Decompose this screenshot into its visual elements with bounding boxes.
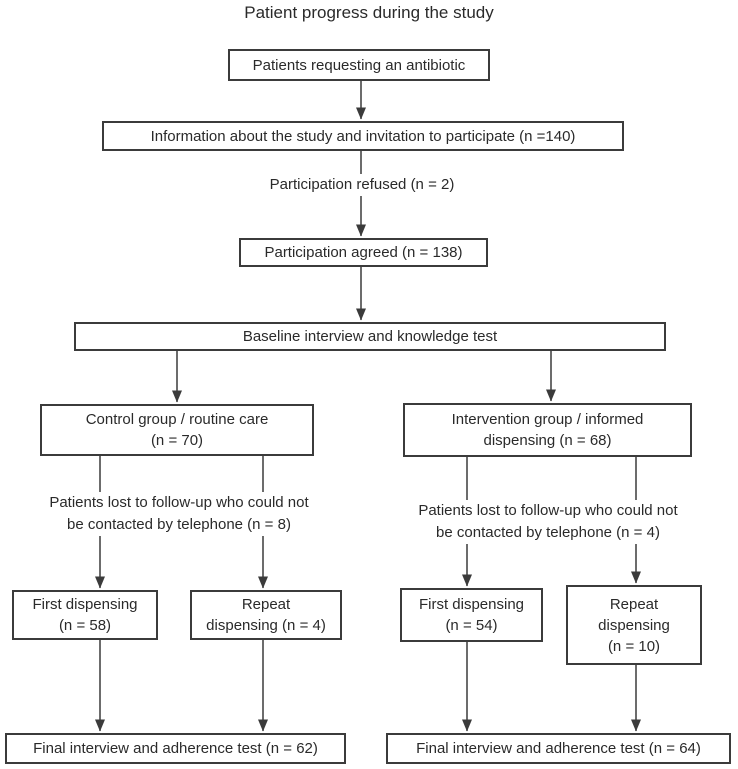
box-patients-requesting (228, 49, 490, 81)
box-final-interview-intervention (386, 733, 731, 764)
box-final-interview-control (5, 733, 346, 764)
box-first-dispensing-intervention-line2: (n = 54) (445, 617, 498, 634)
box-intervention-group (403, 403, 692, 457)
box-information-invitation-label: Information about the study and invitation to participate (n =140) (150, 127, 576, 145)
box-repeat-dispensing-intervention-line3: (n = 10) (607, 637, 661, 655)
box-participation-agreed (239, 238, 488, 267)
diagram-title: Patient progress during the study (244, 3, 494, 22)
box-participation-agreed-label: Participation agreed (n = 138) (264, 244, 463, 261)
box-baseline-interview-label: Baseline interview and knowledge test (242, 328, 498, 345)
label-participation-refused: Participation refused (n = 2) (250, 174, 474, 196)
label-lost-intervention (392, 500, 704, 544)
box-final-interview-intervention-label: Final interview and adherence test (n = 64) (416, 740, 701, 757)
box-repeat-dispensing-intervention-line1: Repeat (609, 595, 659, 613)
box-repeat-dispensing-intervention-line2: dispensing (598, 616, 670, 634)
box-baseline-interview (74, 322, 666, 351)
box-repeat-dispensing-control-line2: dispensing (n = 4) (206, 617, 326, 634)
box-control-group-line1: Control group / routine care (85, 411, 269, 428)
box-first-dispensing-intervention-line1: First dispensing (418, 596, 525, 613)
label-lost-intervention-line2: be contacted by telephone (n = 4) (436, 524, 660, 541)
box-intervention-group-line1: Intervention group / informed (451, 411, 644, 428)
box-control-group-line2: (n = 70) (150, 432, 204, 449)
box-information-invitation (102, 121, 624, 151)
box-first-dispensing-intervention (400, 588, 543, 642)
label-lost-control-line1: Patients lost to follow-up who could not (49, 494, 309, 511)
label-lost-control (20, 492, 338, 536)
label-lost-intervention-line1: Patients lost to follow-up who could not (418, 502, 678, 519)
box-final-interview-control-label: Final interview and adherence test (n = 62) (33, 740, 318, 757)
box-first-dispensing-control (12, 590, 158, 640)
box-repeat-dispensing-control-line1: Repeat (241, 596, 291, 613)
box-repeat-dispensing-intervention (566, 585, 702, 665)
box-control-group (40, 404, 314, 456)
label-lost-control-line2: be contacted by telephone (n = 8) (67, 516, 291, 533)
box-repeat-dispensing-control (190, 590, 342, 640)
box-patients-requesting-label: Patients requesting an antibiotic (252, 56, 466, 74)
box-first-dispensing-control-line1: First dispensing (32, 596, 138, 613)
box-intervention-group-line2: dispensing (n = 68) (483, 432, 612, 449)
box-first-dispensing-control-line2: (n = 58) (58, 617, 112, 634)
